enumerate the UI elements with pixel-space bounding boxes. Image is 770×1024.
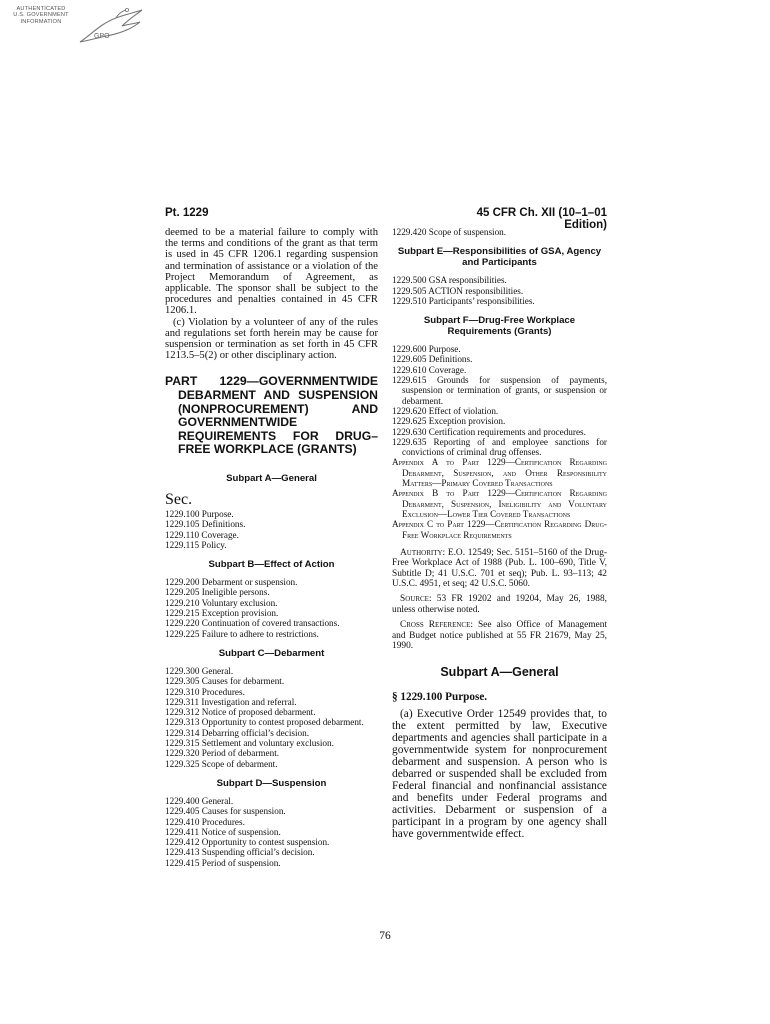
toc-item: 1229.405 Causes for suspension. [165,806,286,817]
toc-item: 1229.311 Investigation and referral. [165,696,297,707]
appendix-c-entry: Appendix C to Part 1229—Certification Regarding Drug-Free Workplace Requirements [392,519,607,540]
subpart-c-toc [165,666,378,769]
source-note [392,594,607,615]
sec-label: Sec. [165,491,193,508]
toc-item: 1229.505 ACTION responsibilities. [392,285,524,296]
toc-item: 1229.630 Certification requirements and procedures. [392,426,586,437]
toc-item: 1229.610 Coverage. [392,364,467,375]
toc-item: 1229.413 Suspending official’s decision. [165,847,315,858]
subpart-d-toc [165,796,378,868]
subpart-b-toc [165,577,378,639]
logo-line-1: AUTHENTICATED [16,6,66,12]
toc-item: 1229.210 Voluntary exclusion. [165,597,278,608]
subpart-a-heading: Subpart A—General [226,473,317,484]
toc-item: 1229.605 Definitions. [392,354,473,365]
cross-reference-note [392,620,607,651]
subpart-b-heading: Subpart B—Effect of Action [208,559,335,571]
subpart-f-toc [392,344,607,457]
toc-item: 1229.325 Scope of debarment. [165,758,278,769]
page-number: 76 [379,930,391,942]
subpart-c-heading: Subpart C—Debarment [218,647,325,659]
subpart-d-heading: Subpart D—Suspension [216,777,327,789]
toc-item: 1229.320 Period of debarment. [165,748,280,759]
toc-item: 1229.412 Opportunity to contest suspension. [165,837,330,848]
toc-item: 1229.500 GSA responsibilities. [392,275,507,286]
section-heading: § 1229.100 Purpose. [392,691,488,704]
toc-item: 1229.620 Effect of violation. [392,405,499,416]
toc-item: 1229.300 General. [165,665,234,676]
subpart-e-heading: Subpart E—Responsibilities of GSA, Agency and Participants [397,246,602,269]
appendix-b-entry: Appendix B to Part 1229—Certification Regarding Debarment, Suspension, Ineligibility and Voluntary Exclusion—Lower Tier Covered Transactions [392,488,607,519]
toc-item: 1229.215 Exception provision. [165,608,279,619]
source-text: 53 FR 19202 and 19204, May 26, 1988, unless otherwise noted. [392,594,608,615]
toc-item: 1229.225 Failure to adhere to restrictions. [165,628,319,639]
logo-text [10,6,72,25]
toc-item: 1229.510 Participants’ responsibilities. [392,295,535,306]
toc-item: 1229.415 Period of suspension. [165,857,281,868]
toc-item: 1229.635 Reporting of and employee sanctions for convictions of criminal drug offenses. [392,436,607,458]
appendix-a-entry: Appendix A to Part 1229—Certification Regarding Debarment, Suspension, and Other Responsibility Matters—Primary Covered Transactions [392,457,607,489]
authority-label: Authority: [400,547,446,558]
toc-item: 1229.315 Settlement and voluntary exclusion. [165,738,334,749]
toc-item: 1229.312 Notice of proposed debarment. [165,707,316,718]
cross-reference-text: See also Office of Management and Budget notice published at 55 FR 21679, May 25, 1990. [392,620,607,652]
toc-item: 1229.105 Definitions. [165,519,246,530]
toc-item: 1229.220 Continuation of covered transactions. [165,618,340,629]
toc-item: 1229.313 Opportunity to contest proposed debarment. [165,717,364,728]
logo-gpo: GPO [94,33,110,40]
section-paragraph-a: (a) Executive Order 12549 provides that, to the extent permitted by law, Executive departments and agencies shall participate in a governmentwide system for nonprocurement debarment and suspension. A person who is debarred or suspended shall be excluded from Federal financial and nonfinancial assistance and benefits under Federal programs and activities. Debarment or suspension of a participant in a program by one agency shall have governmentwide effect. [392,708,607,840]
subpart-a-toc [165,509,378,550]
authority-text: E.O. 12549; Sec. 5151–5160 of the Drug-Free Workplace Act of 1988 (Pub. L. 100–690, Title V, Subtitle D; 41 U.S.C. 701 et seq); Pub. L. 93–113; 42 U.S.C. 4951, et seq; 42 U.S.C. 5060. [392,547,607,590]
toc-item: 1229.411 Notice of suspension. [165,826,281,837]
toc-item: 1229.110 Coverage. [165,529,239,540]
toc-item: 1229.400 General. [165,795,234,806]
toc-item: 1229.314 Debarring official’s decision. [165,727,309,738]
toc-item: 1229.615 Grounds for suspension of payments, suspension or termination of grants, or suspension or debarment. [392,375,607,406]
eagle-icon [70,4,150,50]
paragraph-c: (c) Violation by a volunteer of any of the rules and regulations set forth herein may be cause for suspension or termination as set forth in 45 CFR 1213.5–5(2) or other disciplinary action. [165,316,378,362]
toc-item: 1229.115 Policy. [165,539,227,550]
subpart-e-toc [392,275,607,306]
logo-line-2: U.S. GOVERNMENT [13,12,69,19]
toc-item: 1229.410 Procedures. [165,816,245,827]
toc-item: 1229.305 Causes for debarment. [165,676,285,687]
part-title: PART 1229—GOVERNMENTWIDE DEBARMENT AND SUSPENSION (NONPROCUREMENT) AND GOVERNMENTWIDE REQUIREMENTS FOR DRUG–FREE WORKPLACE (GRANTS) [165,374,378,457]
right-column [392,227,607,840]
toc-item: 1229.420 Scope of suspension. [392,227,507,237]
toc-item: 1229.310 Procedures. [165,686,245,697]
logo-line-3: INFORMATION [20,18,62,25]
toc-item: 1229.100 Purpose. [165,509,234,519]
toc-item: 1229.600 Purpose. [392,344,461,355]
subpart-d-toc-continued [392,227,607,237]
cross-reference-label: Cross Reference: [400,620,473,631]
subpart-a-main-heading: Subpart A—General [440,665,559,680]
authority-note [392,548,607,590]
source-label: Source: [400,594,432,605]
gpo-authenticated-logo [10,4,140,50]
left-column [165,227,378,868]
toc-item: 1229.200 Debarment or suspension. [165,577,298,588]
subpart-f-heading: Subpart F—Drug-Free Workplace Requirements (Grants) [423,315,576,338]
running-head-part: Pt. 1229 [165,207,209,219]
toc-item: 1229.625 Exception provision. [392,416,506,427]
intro-paragraph: deemed to be a material failure to comply with the terms and conditions of the grant as that term is used in 45 CFR 1206.1 regarding suspension and termination of assistance or a violation of the Project Memorandum of Agreement, as applicable. The sponsor shall be subject to the procedures and penalties contained in 45 CFR 1206.1. [165,227,378,317]
toc-item: 1229.205 Ineligible persons. [165,587,270,598]
running-head-title: 45 CFR Ch. XII (10–1–01 Edition) [476,207,607,231]
